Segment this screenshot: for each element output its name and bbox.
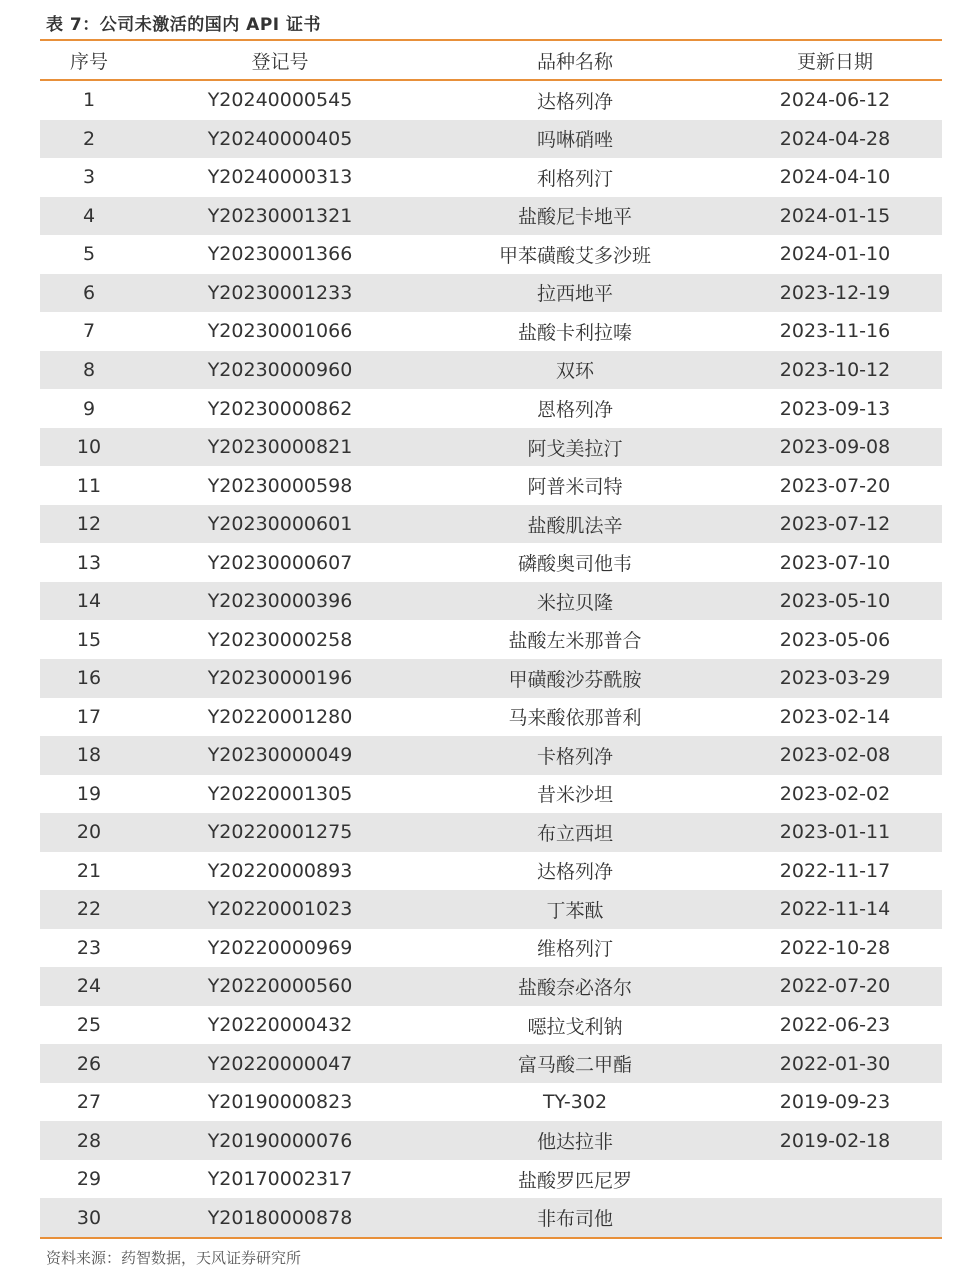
header-update-date: 更新日期 [796, 50, 873, 73]
cell-registration-number: Y20220000560 [207, 975, 353, 998]
table-row [40, 659, 942, 698]
table-row [40, 1160, 942, 1199]
table-row [40, 505, 942, 544]
table-row [40, 81, 942, 120]
bottom-rule [40, 1237, 942, 1239]
cell-row-index: 26 [76, 1052, 102, 1075]
cell-product-name: 维格列汀 [536, 938, 613, 961]
cell-row-index: 25 [76, 1014, 102, 1037]
source-note: 资料来源：药智数据，天风证券研究所 [46, 1249, 302, 1267]
table-row [40, 582, 942, 621]
cell-product-name: 盐酸罗匹尼罗 [517, 1169, 632, 1192]
cell-registration-number: Y20230001066 [207, 320, 353, 343]
cell-product-name: 非布司他 [536, 1208, 613, 1231]
table-row [40, 1121, 942, 1160]
cell-row-index: 16 [76, 667, 102, 690]
cell-row-index: 3 [82, 166, 96, 189]
cell-registration-number: Y20240000313 [207, 166, 353, 189]
table-row [40, 235, 942, 274]
cell-registration-number: Y20190000076 [207, 1129, 353, 1152]
cell-update-date: 2023-12-19 [779, 281, 891, 304]
cell-registration-number: Y20230000049 [207, 744, 353, 767]
cell-registration-number: Y20230001366 [207, 243, 353, 266]
cell-product-name: 盐酸卡利拉嗪 [517, 321, 632, 344]
cell-product-name: 阿戈美拉汀 [527, 437, 623, 460]
table-row [40, 775, 942, 814]
cell-row-index: 9 [82, 397, 96, 420]
cell-registration-number: Y20220001275 [207, 821, 353, 844]
table-row [40, 736, 942, 775]
cell-row-index: 11 [76, 474, 102, 497]
table-title: 表 7：公司未激活的国内 API 证书 [46, 15, 322, 35]
cell-row-index: 28 [76, 1129, 102, 1152]
cell-product-name: 双环 [555, 360, 594, 383]
cell-product-name: TY-302 [542, 1091, 608, 1114]
cell-update-date: 2022-07-20 [779, 975, 891, 998]
cell-row-index: 22 [76, 898, 102, 921]
cell-product-name: 甲磺酸沙芬酰胺 [508, 668, 642, 691]
cell-product-name: 拉西地平 [536, 283, 613, 306]
cell-product-name: 达格列净 [536, 861, 613, 884]
table-row [40, 197, 942, 236]
cell-update-date: 2023-02-02 [779, 782, 891, 805]
cell-product-name: 盐酸尼卡地平 [517, 206, 632, 229]
cell-registration-number: Y20230000960 [207, 358, 353, 381]
cell-update-date: 2023-02-08 [779, 744, 891, 767]
cell-row-index: 2 [82, 127, 96, 150]
cell-update-date: 2024-01-15 [779, 204, 891, 227]
table-body [40, 81, 942, 1237]
cell-update-date: 2024-01-10 [779, 243, 891, 266]
cell-product-name: 吗啉硝唑 [536, 129, 613, 152]
table-row [40, 852, 942, 891]
table-row [40, 351, 942, 390]
cell-update-date: 2023-02-14 [779, 705, 891, 728]
table-row [40, 543, 942, 582]
cell-product-name: 富马酸二甲酯 [517, 1054, 632, 1077]
cell-row-index: 14 [76, 590, 102, 613]
cell-registration-number: Y20220000047 [207, 1052, 353, 1075]
cell-registration-number: Y20220000893 [207, 859, 353, 882]
cell-registration-number: Y20230000601 [207, 513, 353, 536]
cell-product-name: 磷酸奥司他韦 [517, 553, 632, 576]
cell-product-name: 昔米沙坦 [536, 784, 613, 807]
cell-row-index: 7 [82, 320, 96, 343]
cell-update-date: 2023-05-06 [779, 628, 891, 651]
cell-update-date: 2022-06-23 [779, 1014, 891, 1037]
table-row [40, 120, 942, 159]
cell-update-date: 2023-07-10 [779, 551, 891, 574]
table-row [40, 698, 942, 737]
cell-row-index: 24 [76, 975, 102, 998]
cell-registration-number: Y20230000598 [207, 474, 353, 497]
cell-registration-number: Y20220000969 [207, 936, 353, 959]
cell-row-index: 21 [76, 859, 102, 882]
cell-product-name: 噁拉戈利钠 [527, 1015, 623, 1038]
cell-update-date: 2019-09-23 [779, 1091, 891, 1114]
cell-registration-number: Y20240000405 [207, 127, 353, 150]
cell-registration-number: Y20230000258 [207, 628, 353, 651]
cell-update-date: 2019-02-18 [779, 1129, 891, 1152]
cell-product-name: 恩格列净 [536, 399, 613, 422]
cell-product-name: 马来酸依那普利 [508, 707, 642, 730]
table-row [40, 1044, 942, 1083]
cell-update-date: 2023-09-08 [779, 436, 891, 459]
cell-row-index: 18 [76, 744, 102, 767]
cell-row-index: 12 [76, 513, 102, 536]
cell-row-index: 1 [82, 89, 96, 112]
cell-update-date: 2023-10-12 [779, 358, 891, 381]
cell-update-date: 2023-11-16 [779, 320, 891, 343]
cell-row-index: 29 [76, 1168, 102, 1191]
cell-update-date: 2022-01-30 [779, 1052, 891, 1075]
cell-row-index: 19 [76, 782, 102, 805]
cell-row-index: 23 [76, 936, 102, 959]
cell-product-name: 盐酸奈必洛尔 [517, 976, 632, 999]
table-row [40, 1006, 942, 1045]
table-row [40, 1198, 942, 1237]
table-row [40, 158, 942, 197]
cell-product-name: 阿普米司特 [527, 476, 623, 499]
cell-registration-number: Y20230000196 [207, 667, 353, 690]
cell-update-date: 2023-05-10 [779, 590, 891, 613]
header-index: 序号 [69, 50, 108, 73]
table-header-row [40, 41, 942, 79]
header-registration-number: 登记号 [251, 50, 309, 73]
cell-row-index: 30 [76, 1206, 102, 1229]
table-row [40, 428, 942, 467]
cell-update-date: 2022-11-14 [779, 898, 891, 921]
table-row [40, 890, 942, 929]
cell-update-date: 2024-06-12 [779, 89, 891, 112]
cell-product-name: 米拉贝隆 [536, 591, 613, 614]
cell-row-index: 8 [82, 358, 96, 381]
cell-product-name: 他达拉非 [536, 1131, 613, 1154]
cell-registration-number: Y20190000823 [207, 1091, 353, 1114]
cell-product-name: 盐酸肌法辛 [527, 514, 623, 537]
table-row [40, 389, 942, 428]
table-row [40, 967, 942, 1006]
cell-registration-number: Y20220000432 [207, 1014, 353, 1037]
cell-registration-number: Y20220001023 [207, 898, 353, 921]
header-product-name: 品种名称 [536, 50, 613, 73]
cell-row-index: 5 [82, 243, 96, 266]
cell-product-name: 达格列净 [536, 90, 613, 113]
cell-row-index: 15 [76, 628, 102, 651]
table-row [40, 929, 942, 968]
cell-update-date: 2022-11-17 [779, 859, 891, 882]
cell-registration-number: Y20220001280 [207, 705, 353, 728]
cell-registration-number: Y20230000607 [207, 551, 353, 574]
table-row [40, 274, 942, 313]
cell-registration-number: Y20240000545 [207, 89, 353, 112]
cell-product-name: 盐酸左米那普合 [508, 630, 642, 653]
cell-registration-number: Y20180000878 [207, 1206, 353, 1229]
cell-row-index: 6 [82, 281, 96, 304]
table-row [40, 1083, 942, 1122]
cell-row-index: 13 [76, 551, 102, 574]
cell-update-date: 2023-07-20 [779, 474, 891, 497]
cell-product-name: 丁苯酞 [546, 899, 604, 922]
cell-row-index: 10 [76, 436, 102, 459]
cell-registration-number: Y20230001321 [207, 204, 353, 227]
cell-product-name: 利格列汀 [536, 167, 613, 190]
cell-registration-number: Y20230001233 [207, 281, 353, 304]
cell-update-date: 2022-10-28 [779, 936, 891, 959]
table-row [40, 813, 942, 852]
cell-registration-number: Y20230000396 [207, 590, 353, 613]
cell-product-name: 卡格列净 [536, 745, 613, 768]
table-row [40, 466, 942, 505]
cell-row-index: 4 [82, 204, 96, 227]
cell-registration-number: Y20230000821 [207, 436, 353, 459]
cell-row-index: 17 [76, 705, 102, 728]
cell-update-date: 2023-01-11 [779, 821, 891, 844]
cell-update-date: 2023-09-13 [779, 397, 891, 420]
cell-row-index: 20 [76, 821, 102, 844]
cell-update-date: 2023-07-12 [779, 513, 891, 536]
table-row [40, 620, 942, 659]
cell-registration-number: Y20170002317 [207, 1168, 353, 1191]
cell-registration-number: Y20230000862 [207, 397, 353, 420]
cell-registration-number: Y20220001305 [207, 782, 353, 805]
cell-update-date: 2023-03-29 [779, 667, 891, 690]
cell-product-name: 布立西坦 [536, 822, 613, 845]
cell-update-date: 2024-04-28 [779, 127, 891, 150]
cell-update-date: 2024-04-10 [779, 166, 891, 189]
table-row [40, 312, 942, 351]
cell-product-name: 甲苯磺酸艾多沙班 [498, 244, 651, 267]
cell-row-index: 27 [76, 1091, 102, 1114]
